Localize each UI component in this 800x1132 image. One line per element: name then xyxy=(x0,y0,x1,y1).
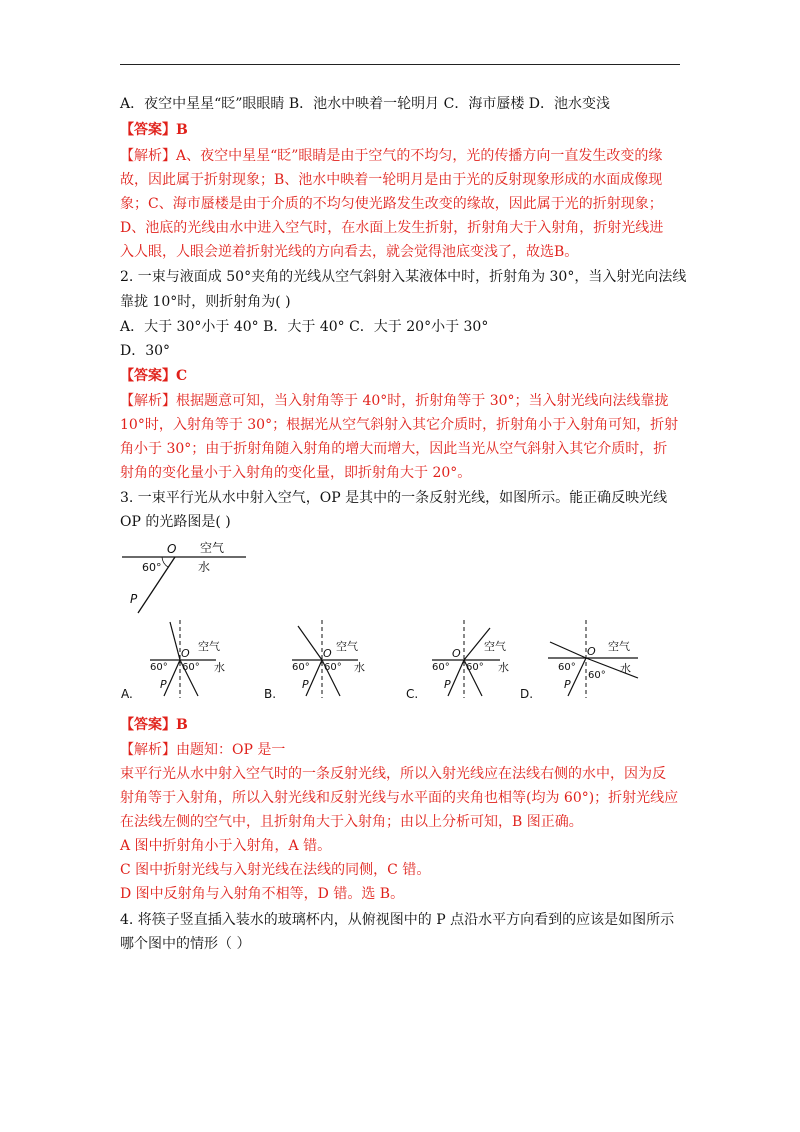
svg-text:空气: 空气 xyxy=(336,640,358,653)
q1-analysis-line: 象；C、海市蜃楼是由于介质的不均匀使光路发生改变的缘故，因此属于光的折射现象； xyxy=(120,196,663,212)
choice-label: C. xyxy=(406,687,419,700)
choice-label: B. xyxy=(264,687,277,700)
q3-analysis-line: A 图中折射角小于入射角，A 错。 xyxy=(120,838,332,854)
q3-analysis-line: 【解析】由题知：OP 是一 xyxy=(120,742,286,758)
svg-text:60°: 60° xyxy=(558,662,576,673)
q2-answer: 【答案】C xyxy=(120,368,188,384)
q1-analysis-line: 【解析】A、夜空中星星“眨”眼睛是由于空气的不均匀，光的传播方向一直发生改变的缘 xyxy=(120,148,663,164)
angle-arc xyxy=(162,557,168,567)
svg-text:空气: 空气 xyxy=(198,640,220,653)
svg-text:60°: 60° xyxy=(432,662,450,673)
choice-label: A. xyxy=(121,687,133,700)
q3-analysis-line: D 图中反射角与入射角不相等，D 错。选 B。 xyxy=(120,886,405,902)
svg-text:水: 水 xyxy=(354,661,365,674)
svg-text:水: 水 xyxy=(498,661,509,674)
q2-analysis-line: 射角的变化量小于入射角的变化量，即折射角大于 20°。 xyxy=(120,465,472,481)
svg-text:水: 水 xyxy=(214,661,225,674)
svg-text:60°: 60° xyxy=(588,670,606,681)
q3-analysis-line: C 图中折射光线与入射光线在法线的同侧，C 错。 xyxy=(120,862,431,878)
label-angle: 60° xyxy=(142,561,162,574)
header-rule xyxy=(120,64,680,65)
q1-options: A．夜空中星星“眨”眼眼睛 B．池水中映着一轮明月 C．海市蜃楼 D．池水变浅 xyxy=(120,96,610,112)
q2-stem-line: 2. 一束与液面成 50°夹角的光线从空气斜射入某液体中时，折射角为 30°，当入射光向法线 xyxy=(120,269,687,285)
q3-option-a-figure xyxy=(120,618,232,700)
q3-main-figure xyxy=(120,538,260,616)
choice-label: D. xyxy=(520,687,534,700)
q3-stem-line: OP 的光路图是( ) xyxy=(120,514,231,530)
svg-text:60°: 60° xyxy=(182,662,200,673)
label-o: O xyxy=(167,542,177,556)
svg-text:P: P xyxy=(302,678,309,691)
svg-text:P: P xyxy=(444,678,451,691)
q3-option-b-figure xyxy=(262,618,372,700)
label-water: 水 xyxy=(198,560,211,574)
svg-text:O: O xyxy=(181,647,190,660)
svg-text:P: P xyxy=(564,678,571,691)
q4-stem-line: 哪个图中的情形（ ） xyxy=(120,936,251,952)
q3-option-c-figure xyxy=(404,618,514,700)
q3-option-d-figure xyxy=(518,618,648,700)
q2-analysis-line: 【解析】根据题意可知，当入射角等于 40°时，折射角等于 30°；当入射光线向法线靠拢 xyxy=(120,393,669,409)
q3-analysis-line: 射角等于入射角，所以入射光线和反射光线与水平面的夹角也相等(均为 60°)；折射光线应 xyxy=(120,790,679,806)
q2-stem-line: 靠拢 10°时，则折射角为( ) xyxy=(120,294,291,310)
q1-analysis-line: 入人眼，人眼会逆着折射光线的方向看去，就会觉得池底变浅了，故选B。 xyxy=(120,244,579,260)
svg-text:O: O xyxy=(587,645,596,658)
svg-text:O: O xyxy=(323,647,332,660)
q2-analysis-line: 10°时，入射角等于 30°；根据光从空气斜射入其它介质时，折射角小于入射角可知，折射 xyxy=(120,417,679,433)
label-air: 空气 xyxy=(200,541,225,555)
q3-analysis-line: 束平行光从水中射入空气时的一条反射光线，所以入射光线应在法线右侧的水中，因为反 xyxy=(120,766,666,782)
svg-text:空气: 空气 xyxy=(484,640,506,653)
svg-text:60°: 60° xyxy=(292,662,310,673)
svg-text:60°: 60° xyxy=(324,662,342,673)
label-p: P xyxy=(130,592,138,606)
q2-option-d: D．30° xyxy=(120,343,171,359)
q1-analysis-line: D、池底的光线由水中进入空气时，在水面上发生折射，折射角大于入射角，折射光线进 xyxy=(120,220,664,236)
svg-text:空气: 空气 xyxy=(608,640,630,653)
q3-analysis-line: 在法线左侧的空气中，且折射角大于入射角；由以上分析可知，B 图正确。 xyxy=(120,814,583,830)
q2-options: A．大于 30°小于 40° B．大于 40° C．大于 20°小于 30° xyxy=(120,319,489,335)
q1-answer: 【答案】B xyxy=(120,122,188,138)
svg-text:60°: 60° xyxy=(150,662,168,673)
svg-text:水: 水 xyxy=(620,662,631,675)
svg-text:O: O xyxy=(452,647,461,660)
svg-text:60°: 60° xyxy=(466,662,484,673)
q2-analysis-line: 角小于 30°；由于折射角随入射角的增大而增大，因此当光从空气斜射入其它介质时，折 xyxy=(120,441,668,457)
svg-text:P: P xyxy=(160,678,167,691)
q1-analysis-line: 故，因此属于折射现象；B、池水中映着一轮明月是由于光的反射现象形成的水面成像现 xyxy=(120,172,663,188)
q3-answer: 【答案】B xyxy=(120,717,188,733)
q4-stem-line: 4. 将筷子竖直插入装水的玻璃杯内，从俯视图中的 P 点沿水平方向看到的应该是如图所示 xyxy=(120,912,675,928)
q3-stem-line: 3. 一束平行光从水中射入空气，OP 是其中的一条反射光线，如图所示。能正确反映光线 xyxy=(120,490,668,506)
